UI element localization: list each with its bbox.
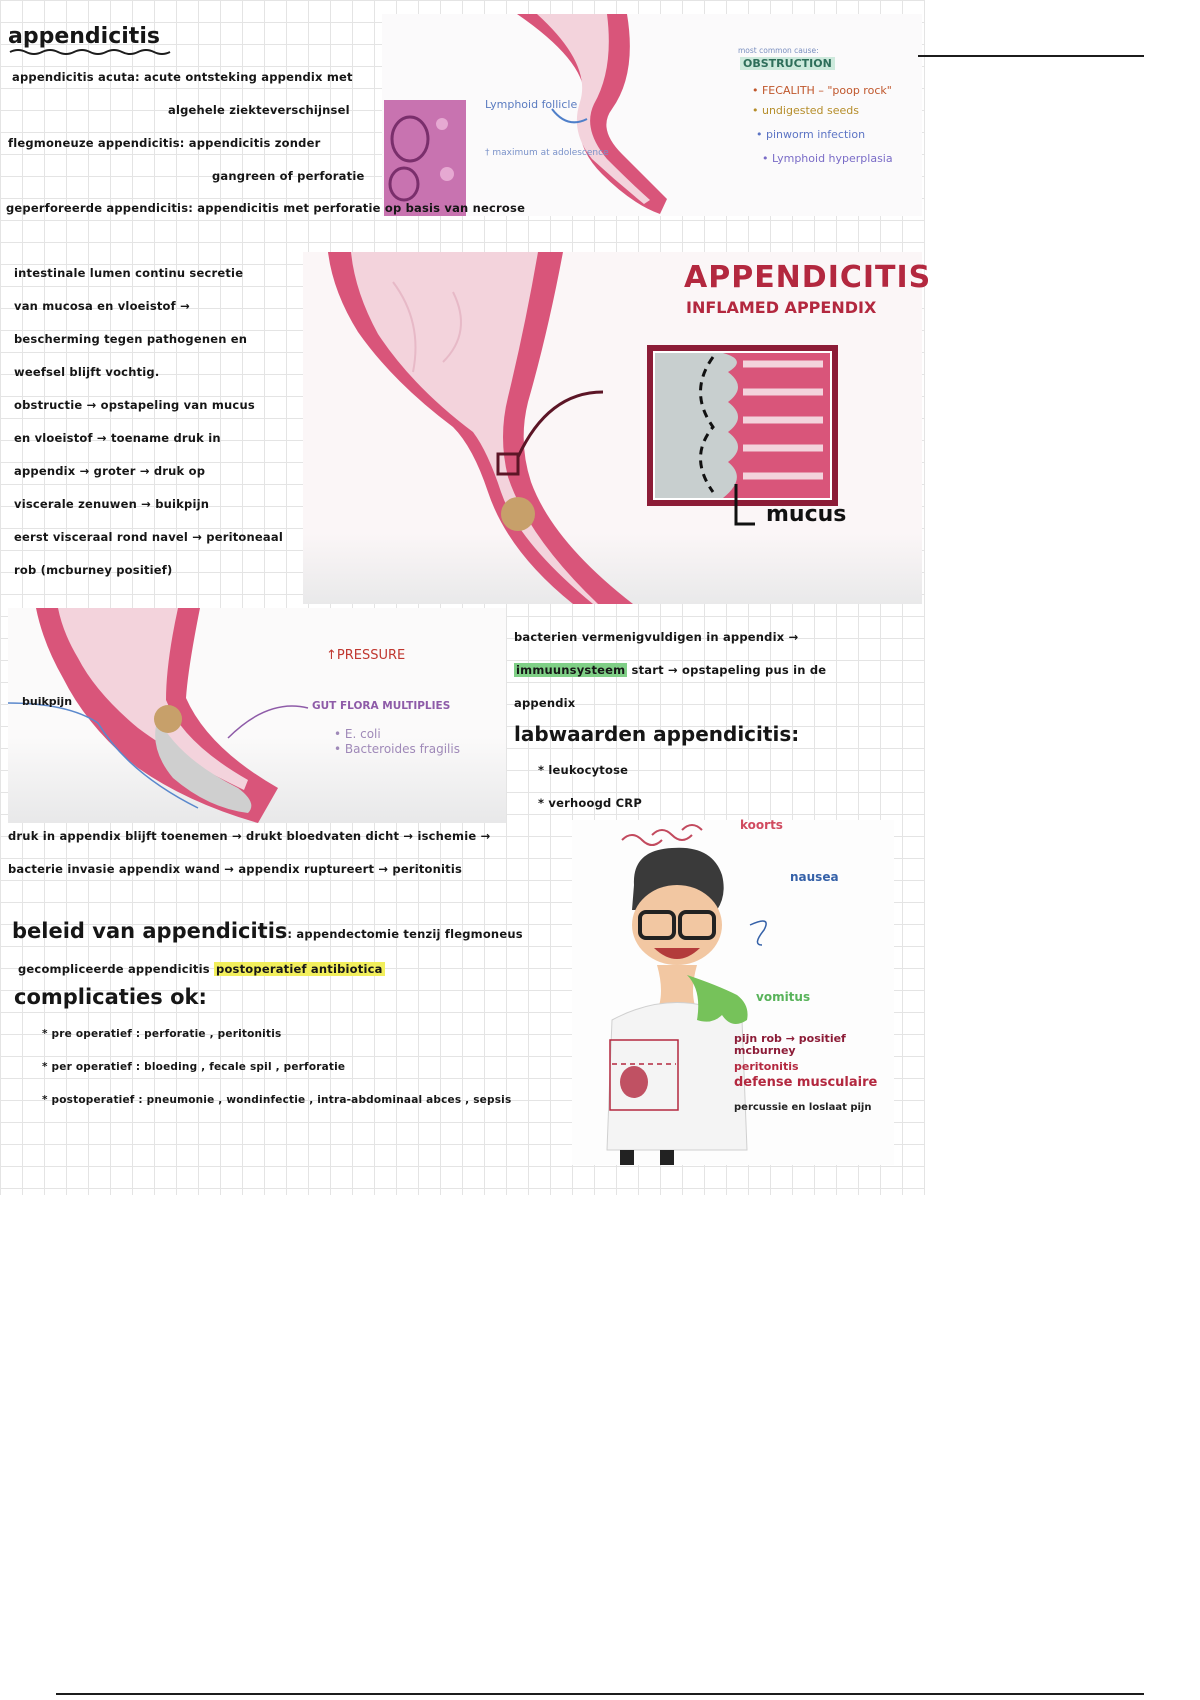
peritonitis-label: peritonitis	[734, 1060, 799, 1073]
note-line: en vloeistof → toename druk in	[14, 431, 221, 445]
bacteria-line3: appendix	[514, 696, 576, 710]
bacteria-line1: bacterien vermenigvuldigen in appendix →	[514, 630, 799, 644]
defense-label: defense musculaire	[734, 1075, 878, 1090]
cause-title: OBSTRUCTION	[740, 57, 835, 70]
diagram-pressure	[8, 608, 506, 823]
lab-heading: labwaarden appendicitis:	[514, 722, 800, 746]
buikpijn-label: buikpijn	[22, 695, 73, 708]
cause-fecalith: • FECALITH – "poop rock"	[752, 84, 892, 97]
vomitus-label: vomitus	[756, 990, 811, 1004]
complicatie-item: * postoperatief : pneumonie , wondinfectie , intra-abdominaal abces , sepsis	[42, 1094, 512, 1106]
complicaties-heading: complicaties ok:	[14, 985, 207, 1009]
cause-pinworm: • pinworm infection	[756, 128, 866, 141]
note-line: van mucosa en vloeistof →	[14, 299, 190, 313]
koorts-label: koorts	[740, 818, 783, 832]
antibiotica-highlight: postoperatief antibiotica	[216, 962, 383, 976]
pressure-label: ↑PRESSURE	[326, 648, 406, 663]
beleid-rest: : appendectomie tenzij flegmoneus	[287, 927, 523, 941]
title-underline	[8, 48, 180, 56]
complicatie-item: * pre operatief : perforatie , peritonitis	[42, 1028, 282, 1040]
def-flegmoneuze-line2: gangreen of perforatie	[212, 169, 365, 183]
lymphoid-follicle-label: Lymphoid follicle	[485, 98, 578, 111]
complicatie-item: * per operatief : bloeding , fecale spil , perforatie	[42, 1061, 346, 1073]
percussie-label: percussie en loslaat pijn	[734, 1102, 872, 1113]
appendix-illustration-3	[8, 608, 506, 823]
note-line: weefsel blijft vochtig.	[14, 365, 160, 379]
cause-seeds: • undigested seeds	[752, 104, 859, 117]
note-line: appendix → groter → druk op	[14, 464, 206, 478]
beleid-line	[12, 919, 523, 943]
flora-bacteroides: • Bacteroides fragilis	[334, 742, 460, 756]
cause-header: most common cause:	[738, 46, 819, 55]
lab-item: * leukocytose	[538, 763, 629, 777]
nausea-label: nausea	[790, 870, 839, 884]
pijn-label: pijn rob → positief mcburney	[734, 1032, 846, 1057]
top-right-rule	[918, 55, 1144, 57]
note-line: bescherming tegen pathogenen en	[14, 332, 248, 346]
lab-item: * verhoogd CRP	[538, 796, 642, 810]
bacteria-line2-rest: start → opstapeling pus in de	[627, 663, 827, 677]
druk-line2: bacterie invasie appendix wand → appendix ruptureert → peritonitis	[8, 862, 463, 876]
def-geperforeerd: geperforeerde appendicitis: appendicitis met perforatie op basis van necrose	[6, 201, 526, 215]
flora-title: GUT FLORA MULTIPLIES	[312, 700, 451, 712]
diagram2-subtitle: INFLAMED APPENDIX	[686, 298, 877, 317]
def-acuta-line2: algehele ziekteverschijnsel	[168, 103, 350, 117]
note-line: obstructie → opstapeling van mucus	[14, 398, 255, 412]
def-acuta-line1: appendicitis acuta: acute ontsteking appendix met	[12, 70, 353, 84]
mucus-label: mucus	[766, 502, 847, 527]
immuunsysteem-highlight: immuunsysteem	[516, 663, 626, 677]
lymphoid-note: † maximum at adolescence	[485, 148, 609, 158]
flora-ecoli: • E. coli	[334, 727, 381, 741]
note-line: intestinale lumen continu secretie	[14, 266, 244, 280]
note-line: rob (mcburney positief)	[14, 563, 173, 577]
cause-lymphoid: • Lymphoid hyperplasia	[762, 152, 893, 165]
beleid-heading: beleid van appendicitis	[12, 919, 288, 943]
page-title: appendicitis	[8, 24, 160, 49]
note-line: viscerale zenuwen → buikpijn	[14, 497, 210, 511]
bottom-rule	[56, 1693, 1144, 1695]
beleid-line2	[18, 962, 385, 976]
notes-pathophysiology	[14, 266, 283, 596]
def-flegmoneuze-line1: flegmoneuze appendicitis: appendicitis zonder	[8, 136, 321, 150]
bacteria-line2	[514, 663, 826, 677]
diagram2-title: APPENDICITIS	[684, 260, 932, 295]
note-line: eerst visceraal rond navel → peritoneaal	[14, 530, 283, 544]
druk-line1: druk in appendix blijft toenemen → drukt bloedvaten dicht → ischemie →	[8, 829, 491, 843]
beleid-line2-text: gecompliceerde appendicitis	[18, 962, 215, 976]
